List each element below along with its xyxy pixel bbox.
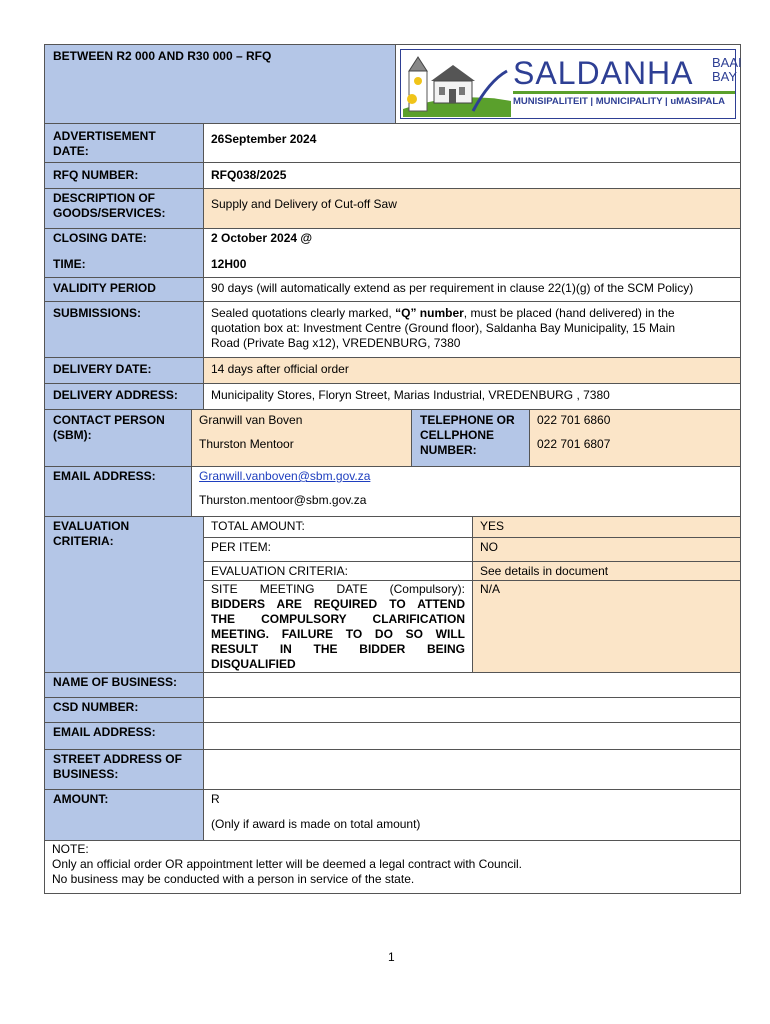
delivery-address-label: DELIVERY ADDRESS: <box>53 388 178 402</box>
phone-values-cell <box>529 409 741 467</box>
logo-green-line <box>513 91 735 94</box>
business-email-label: EMAIL ADDRESS: <box>53 725 156 739</box>
eval-criteria-value: See details in document <box>480 564 609 578</box>
street-address-input[interactable] <box>203 749 741 790</box>
site-meeting-line3: THE COMPULSORY CLARIFICATION <box>211 612 465 626</box>
email-label: EMAIL ADDRESS: <box>53 469 156 483</box>
amount-label-cell <box>44 789 204 841</box>
description-label-1: DESCRIPTION OF <box>53 191 156 205</box>
site-meeting-value-cell <box>472 580 741 673</box>
phone-label-2: CELLPHONE <box>420 428 495 442</box>
submissions-q-number: “Q” number <box>395 306 464 320</box>
advertisement-label-1: ADVERTISEMENT <box>53 129 156 143</box>
closing-time: 12H00 <box>211 257 247 271</box>
business-name-label: NAME OF BUSINESS: <box>53 675 178 689</box>
municipal-crest-icon <box>403 51 513 117</box>
advertisement-label-2: DATE: <box>53 144 89 158</box>
description-value: Supply and Delivery of Cut-off Saw <box>211 197 397 211</box>
eval-peritem-label-cell <box>203 537 473 562</box>
note-title: NOTE: <box>52 842 89 856</box>
business-name-input[interactable] <box>203 672 741 698</box>
advertisement-date: 26September 2024 <box>211 132 317 146</box>
validity-value: 90 days (will automatically extend as per requirement in clause 22(1)(g) of the SCM Policy) <box>211 281 694 295</box>
phone-label-cell <box>411 409 530 467</box>
business-name-label-cell <box>44 672 204 698</box>
eval-total-label: TOTAL AMOUNT: <box>211 519 305 533</box>
closing-value-cell <box>203 228 741 278</box>
contact-label-cell <box>44 409 192 467</box>
eval-criteria-label: EVALUATION CRITERIA: <box>211 564 348 578</box>
logo-baai: BAAI <box>712 55 742 70</box>
contact-label-2: (SBM): <box>53 428 92 442</box>
eval-criteria-value-cell <box>472 561 741 581</box>
eval-peritem-label: PER ITEM: <box>211 540 272 554</box>
contact-label-1: CONTACT PERSON <box>53 413 165 427</box>
advertisement-label-cell <box>44 123 204 163</box>
logo-cell <box>395 44 741 124</box>
evaluation-label-cell <box>44 516 204 673</box>
page-number: 1 <box>388 950 395 964</box>
rfq-label-cell <box>44 162 204 189</box>
header-title: BETWEEN R2 000 AND R30 000 – RFQ <box>53 49 272 63</box>
amount-currency: R <box>211 792 220 806</box>
validity-value-cell <box>203 277 741 302</box>
business-email-label-cell <box>44 722 204 750</box>
phone-2: 022 701 6807 <box>537 437 611 451</box>
delivery-date-label-cell <box>44 357 204 384</box>
amount-input[interactable] <box>203 789 741 841</box>
delivery-date-value: 14 days after official order <box>211 362 349 376</box>
description-label-2: GOODS/SERVICES: <box>53 206 166 220</box>
street-label-cell <box>44 749 204 790</box>
site-meeting-line6: DISQUALIFIED <box>211 657 296 671</box>
description-label-cell <box>44 188 204 229</box>
rfq-label: RFQ NUMBER: <box>53 168 139 182</box>
logo <box>400 49 742 119</box>
eval-peritem-value-cell <box>472 537 741 562</box>
header-title-cell <box>44 44 396 124</box>
site-meeting-line5: RESULT IN THE BIDDER BEING <box>211 642 465 656</box>
delivery-address-value-cell <box>203 383 741 410</box>
delivery-date-value-cell <box>203 357 741 384</box>
logo-bay: BAY <box>712 69 738 84</box>
street-label-2: BUSINESS: <box>53 767 119 781</box>
phone-label-3: NUMBER: <box>420 443 477 457</box>
phone-1: 022 701 6860 <box>537 413 611 427</box>
eval-total-value-cell <box>472 516 741 538</box>
time-label: TIME: <box>53 257 86 271</box>
submissions-line1-pre: Sealed quotations clearly marked, <box>211 306 396 320</box>
evaluation-label-1: EVALUATION <box>53 519 130 533</box>
logo-subtitle: MUNISIPALITEIT | MUNICIPALITY | uMASIPALA <box>513 96 726 107</box>
delivery-address-value: Municipality Stores, Floryn Street, Marias Industrial, VREDENBURG , 7380 <box>211 388 610 402</box>
note-line1: Only an official order OR appointment letter will be deemed a legal contract with Council. <box>52 857 523 871</box>
submissions-label-cell <box>44 301 204 358</box>
description-value-cell <box>203 188 741 229</box>
validity-label-cell <box>44 277 204 302</box>
phone-label-1: TELEPHONE OR <box>420 413 515 427</box>
eval-peritem-value: NO <box>480 540 498 554</box>
email-link-1[interactable]: Granwill.vanboven@sbm.gov.za <box>199 469 371 483</box>
closing-label-cell <box>44 228 204 278</box>
closing-date: 2 October 2024 @ <box>211 231 313 245</box>
submissions-value-cell <box>203 301 741 358</box>
site-meeting-line4: MEETING. FAILURE TO DO SO WILL <box>211 627 465 641</box>
note-box <box>44 840 741 894</box>
contact-person-1: Granwill van Boven <box>199 413 303 427</box>
email-label-cell <box>44 466 192 517</box>
site-meeting-line1: SITE MEETING DATE (Compulsory): <box>211 582 465 596</box>
delivery-address-label-cell <box>44 383 204 410</box>
site-meeting-line2: BIDDERS ARE REQUIRED TO ATTEND <box>211 597 465 611</box>
advertisement-value-cell <box>203 123 741 163</box>
delivery-date-label: DELIVERY DATE: <box>53 362 152 376</box>
amount-note: (Only if award is made on total amount) <box>211 817 421 831</box>
site-meeting-value: N/A <box>480 582 501 596</box>
submissions-line3: Road (Private Bag x12), VREDENBURG, 7380 <box>211 336 461 350</box>
logo-wordmark: SALDANHA <box>513 55 694 91</box>
evaluation-label-2: CRITERIA: <box>53 534 114 548</box>
rfq-value-cell <box>203 162 741 189</box>
business-email-input[interactable] <box>203 722 741 750</box>
rfq-number: RFQ038/2025 <box>211 168 287 182</box>
csd-label: CSD NUMBER: <box>53 700 139 714</box>
amount-label: AMOUNT: <box>53 792 109 806</box>
csd-label-cell <box>44 697 204 723</box>
submissions-label: SUBMISSIONS: <box>53 306 142 320</box>
email-2: Thurston.mentoor@sbm.gov.za <box>199 493 367 507</box>
csd-number-input[interactable] <box>203 697 741 723</box>
note-line2: No business may be conducted with a person in service of the state. <box>52 872 415 886</box>
contact-person-2: Thurston Mentoor <box>199 437 294 451</box>
submissions-line1-post: , must be placed (hand delivered) in the <box>463 306 675 320</box>
contact-persons-cell <box>191 409 412 467</box>
closing-label: CLOSING DATE: <box>53 231 147 245</box>
eval-criteria-label-cell <box>203 561 473 581</box>
email-values-cell <box>191 466 741 517</box>
street-label-1: STREET ADDRESS OF <box>53 752 182 766</box>
eval-total-label-cell <box>203 516 473 538</box>
site-meeting-cell <box>203 580 473 673</box>
eval-total-value: YES <box>480 519 505 533</box>
validity-label: VALIDITY PERIOD <box>53 281 156 295</box>
submissions-line2: quotation box at: Investment Centre (Ground floor), Saldanha Bay Municipality, 15 Main <box>211 321 676 335</box>
